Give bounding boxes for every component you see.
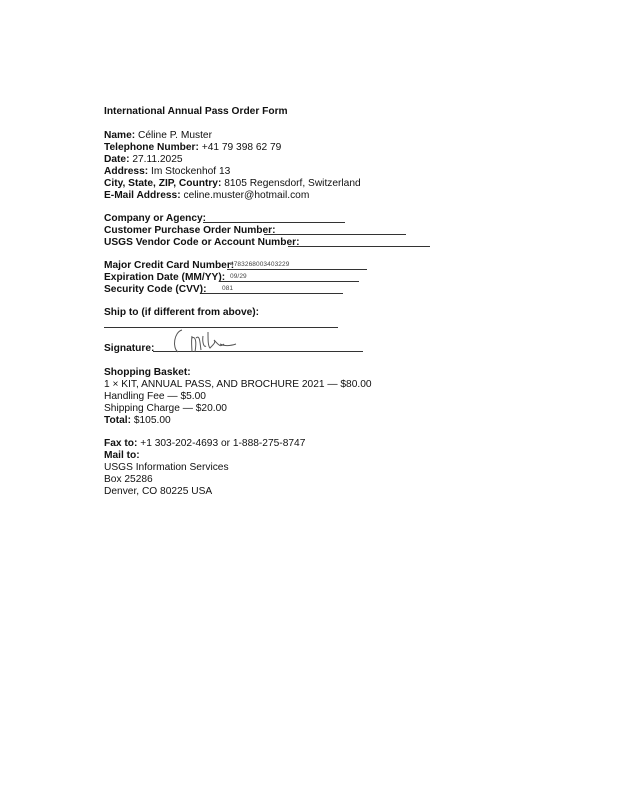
cvv-value: 081 [222, 285, 234, 292]
phone-label: Telephone Number: [104, 142, 199, 153]
exp-label: Expiration Date (MM/YY): [104, 272, 226, 283]
signature-label: Signature: [104, 343, 155, 354]
total-value: $105.00 [133, 415, 171, 426]
company-field[interactable] [203, 222, 345, 223]
address-label: Address: [104, 166, 149, 177]
form-title: International Annual Pass Order Form [104, 106, 288, 117]
email-value: celine.muster@hotmail.com [183, 190, 310, 201]
name-label: Name: [104, 130, 136, 141]
cvv-label: Security Code (CVV): [104, 284, 207, 295]
ship-label: Ship to (if different from above): [104, 307, 260, 318]
company-label: Company or Agency: [104, 213, 207, 224]
address-row [104, 166, 230, 178]
name-value: Céline P. Muster [137, 130, 212, 141]
signature-scribble-icon [170, 326, 250, 356]
cvv-field[interactable] [201, 293, 343, 294]
total-row [104, 415, 171, 427]
city-row [104, 178, 361, 190]
basket-heading: Shopping Basket: [104, 367, 191, 378]
city-label: City, State, ZIP, Country: [104, 178, 222, 189]
phone-row [104, 142, 281, 154]
date-label: Date: [104, 154, 130, 165]
mail-label: Mail to: [104, 450, 140, 461]
card-label: Major Credit Card Number: [104, 260, 235, 271]
fax-value: +1 303-202-4693 or 1-888-275-8747 [140, 438, 306, 449]
mail-line: Denver, CO 80225 USA [104, 486, 213, 497]
phone-value: +41 79 398 62 79 [201, 142, 282, 153]
date-row [104, 154, 183, 166]
po-label: Customer Purchase Order Number: [104, 225, 276, 236]
email-row [104, 190, 309, 202]
basket-item: 1 × KIT, ANNUAL PASS, AND BROCHURE 2021 — $80.00 [104, 379, 372, 390]
mail-line: USGS Information Services [104, 462, 229, 473]
exp-value: 09/29 [230, 273, 247, 280]
card-field[interactable] [227, 269, 367, 270]
mail-line: Box 25286 [104, 474, 153, 485]
po-field[interactable] [264, 234, 406, 235]
basket-item: Shipping Charge — $20.00 [104, 403, 227, 414]
address-value: Im Stockenhof 13 [151, 166, 231, 177]
total-label: Total: [104, 415, 131, 426]
basket-item: Handling Fee — $5.00 [104, 391, 206, 402]
exp-field[interactable] [219, 281, 359, 282]
email-label: E-Mail Address: [104, 190, 181, 201]
name-row [104, 130, 212, 142]
fax-row [104, 438, 305, 450]
vendor-field[interactable] [288, 246, 430, 247]
fax-label: Fax to: [104, 438, 138, 449]
vendor-label: USGS Vendor Code or Account Number: [104, 237, 300, 248]
card-value: 4783268003403229 [230, 261, 290, 268]
date-value: 27.11.2025 [132, 154, 183, 165]
city-value: 8105 Regensdorf, Switzerland [224, 178, 361, 189]
